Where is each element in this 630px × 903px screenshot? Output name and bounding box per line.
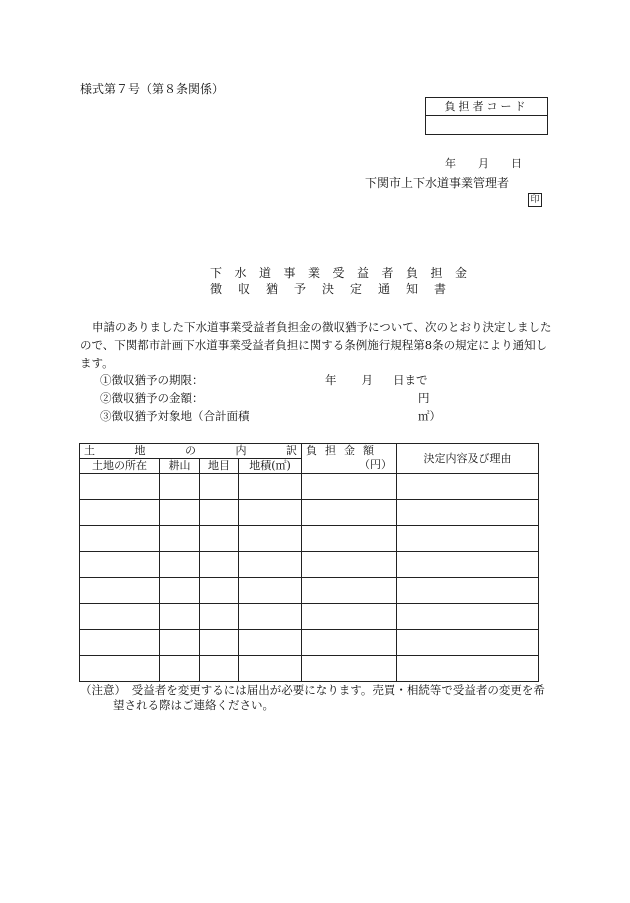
area-cell[interactable]: [239, 552, 302, 578]
location-header: 土地の所在: [80, 459, 160, 474]
item-deferral-amount-unit: 円: [418, 391, 430, 405]
land-breakdown-header-char: 土: [84, 444, 95, 457]
area-cell[interactable]: [239, 656, 302, 682]
table-row: [80, 500, 539, 526]
area-header: 地積(㎡): [239, 459, 302, 474]
amount-header: [302, 444, 397, 474]
survey-cell[interactable]: [160, 604, 200, 630]
date-year-label: 年: [445, 157, 456, 170]
table-row: [80, 578, 539, 604]
payer-code-field[interactable]: [426, 116, 547, 134]
decision-header: 決定内容及び理由: [397, 444, 539, 474]
location-cell[interactable]: [80, 474, 160, 500]
amount-cell[interactable]: [302, 474, 397, 500]
amount-header-label: 負担金額: [306, 444, 382, 457]
category-cell[interactable]: [200, 526, 239, 552]
amount-cell[interactable]: [302, 552, 397, 578]
payer-code-box: [425, 97, 548, 135]
survey-cell[interactable]: [160, 500, 200, 526]
decision-cell[interactable]: [397, 500, 539, 526]
item-deferral-amount-label: ②徴収猶予の金額：: [100, 391, 204, 405]
category-cell[interactable]: [200, 578, 239, 604]
survey-header: 耕山: [160, 459, 200, 474]
category-cell[interactable]: [200, 552, 239, 578]
issuer-name: 下関市上下水道事業管理者: [365, 176, 510, 190]
decision-cell[interactable]: [397, 630, 539, 656]
document-title-line2: 徴収猶予決定通知書: [210, 282, 463, 296]
table-row: [80, 630, 539, 656]
land-breakdown-header: [80, 444, 302, 459]
amount-cell[interactable]: [302, 578, 397, 604]
area-cell[interactable]: [239, 474, 302, 500]
area-cell[interactable]: [239, 500, 302, 526]
item-deferral-deadline-value: [325, 372, 428, 388]
area-cell[interactable]: [239, 604, 302, 630]
location-cell[interactable]: [80, 578, 160, 604]
land-breakdown-header-char: 内: [235, 444, 247, 457]
land-breakdown-header-char: の: [185, 444, 196, 457]
amount-cell[interactable]: [302, 630, 397, 656]
amount-header-unit: （円）: [359, 458, 392, 471]
category-cell[interactable]: [200, 500, 239, 526]
deadline-month-label: 月: [361, 373, 373, 387]
table-row: [80, 656, 539, 682]
location-cell[interactable]: [80, 656, 160, 682]
table-row: [80, 552, 539, 578]
amount-cell[interactable]: [302, 500, 397, 526]
location-cell[interactable]: [80, 526, 160, 552]
notice-paragraph: 申請のありました下水道事業受益者負担金の徴収猶予について、次のとおり決定しましたので、下関都市計画下水道事業受益者負担に関する条例施行規程第8条の規定により通知します。: [80, 320, 552, 370]
location-cell[interactable]: [80, 604, 160, 630]
decision-cell[interactable]: [397, 474, 539, 500]
item-deferral-deadline-label: ①徴収猶予の期限：: [100, 373, 204, 387]
notes-line2: 望される際はご連絡ください。: [113, 698, 274, 712]
notes-line1: （注意） 受益者を変更するには届出が必要になります。売買・相続等で受益者の変更を希: [80, 683, 545, 697]
notes-section: [80, 683, 560, 713]
item-target-land-unit: ㎡）: [418, 409, 441, 423]
seal-mark: 印: [528, 193, 542, 207]
category-cell[interactable]: [200, 474, 239, 500]
category-cell[interactable]: [200, 656, 239, 682]
location-cell[interactable]: [80, 500, 160, 526]
payer-code-label: 負担者コード: [426, 98, 547, 116]
issue-date: [445, 155, 544, 171]
decision-cell[interactable]: [397, 656, 539, 682]
land-breakdown-header-char: 訳: [286, 444, 297, 457]
item-target-land-label: ③徴収猶予対象地（合計面積: [100, 409, 250, 423]
survey-cell[interactable]: [160, 526, 200, 552]
location-cell[interactable]: [80, 552, 160, 578]
decision-cell[interactable]: [397, 578, 539, 604]
survey-cell[interactable]: [160, 630, 200, 656]
date-day-label: 日: [511, 157, 522, 170]
decision-cell[interactable]: [397, 552, 539, 578]
deadline-day-suffix: 日まで: [393, 373, 428, 387]
amount-cell[interactable]: [302, 526, 397, 552]
land-breakdown-header-char: 地: [134, 444, 146, 457]
survey-cell[interactable]: [160, 552, 200, 578]
table-row: [80, 604, 539, 630]
land-breakdown-table: [79, 443, 539, 682]
amount-cell[interactable]: [302, 656, 397, 682]
survey-cell[interactable]: [160, 578, 200, 604]
table-row: [80, 526, 539, 552]
deadline-year-label: 年: [325, 373, 337, 387]
decision-cell[interactable]: [397, 526, 539, 552]
category-cell[interactable]: [200, 604, 239, 630]
area-cell[interactable]: [239, 578, 302, 604]
amount-cell[interactable]: [302, 604, 397, 630]
table-row: [80, 474, 539, 500]
category-cell[interactable]: [200, 630, 239, 656]
form-number: 様式第７号（第８条関係）: [80, 82, 225, 96]
area-cell[interactable]: [239, 526, 302, 552]
area-cell[interactable]: [239, 630, 302, 656]
category-header: 地目: [200, 459, 239, 474]
survey-cell[interactable]: [160, 474, 200, 500]
date-month-label: 月: [478, 157, 489, 170]
decision-cell[interactable]: [397, 604, 539, 630]
location-cell[interactable]: [80, 630, 160, 656]
document-title-line1: 下水道事業受益者負担金: [210, 266, 480, 280]
survey-cell[interactable]: [160, 656, 200, 682]
